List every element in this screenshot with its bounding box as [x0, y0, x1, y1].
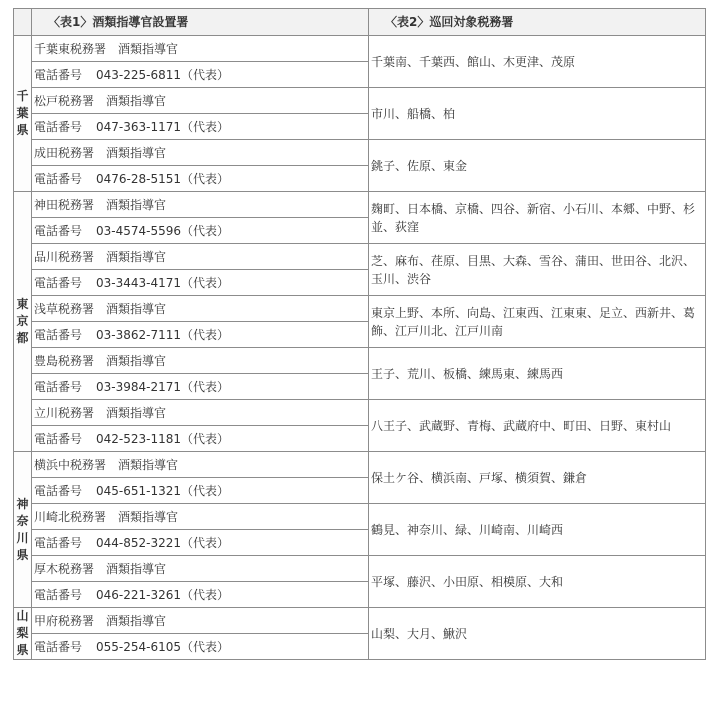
phone-daihyo: （代表） — [181, 535, 230, 550]
phone-label: 電話番号 — [34, 171, 83, 186]
phone-daihyo: （代表） — [181, 483, 230, 498]
phone-cell — [32, 166, 369, 192]
area-cell: 八王子、武蔵野、青梅、武蔵府中、町田、日野、東村山 — [369, 400, 706, 452]
officer-title: 酒類指導官 — [106, 613, 167, 628]
phone-daihyo: （代表） — [181, 587, 230, 602]
phone-daihyo: （代表） — [181, 431, 230, 446]
phone-number: 043-225-6811 — [96, 67, 182, 82]
office-cell — [32, 452, 369, 478]
phone-cell — [32, 62, 369, 88]
phone-number: 045-651-1321 — [96, 483, 182, 498]
phone-number: 0476-28-5151 — [96, 171, 182, 186]
tax-office-table — [13, 8, 706, 660]
table-row — [14, 244, 706, 270]
table-row — [14, 452, 706, 478]
phone-cell — [32, 582, 369, 608]
phone-number: 055-254-6105 — [96, 639, 182, 654]
officer-title: 酒類指導官 — [106, 249, 167, 264]
officer-title: 酒類指導官 — [106, 301, 167, 316]
prefecture-cell — [14, 36, 32, 192]
office-name: 浅草税務署 — [34, 301, 95, 316]
office-name: 品川税務署 — [34, 249, 95, 264]
office-cell — [32, 36, 369, 62]
prefecture-cell — [14, 452, 32, 608]
officer-title: 酒類指導官 — [106, 405, 167, 420]
office-cell — [32, 556, 369, 582]
area-cell: 芝、麻布、荏原、目黒、大森、雪谷、蒲田、世田谷、北沢、玉川、渋谷 — [369, 244, 706, 296]
table-row — [14, 140, 706, 166]
phone-number: 03-3862-7111 — [96, 327, 182, 342]
area-cell: 保土ケ谷、横浜南、戸塚、横須賀、鎌倉 — [369, 452, 706, 504]
prefecture-cell — [14, 608, 32, 660]
area-cell: 東京上野、本所、向島、江東西、江東東、足立、西新井、葛飾、江戸川北、江戸川南 — [369, 296, 706, 348]
phone-cell — [32, 218, 369, 244]
table-header-row — [14, 9, 706, 36]
phone-number: 044-852-3221 — [96, 535, 182, 550]
prefecture-cell — [14, 192, 32, 452]
office-cell — [32, 348, 369, 374]
phone-cell — [32, 374, 369, 400]
phone-cell — [32, 530, 369, 556]
phone-daihyo: （代表） — [181, 67, 230, 82]
phone-number: 046-221-3261 — [96, 587, 182, 602]
phone-daihyo: （代表） — [181, 379, 230, 394]
phone-number: 03-3984-2171 — [96, 379, 182, 394]
area-cell: 市川、船橋、柏 — [369, 88, 706, 140]
area-cell: 平塚、藤沢、小田原、相模原、大和 — [369, 556, 706, 608]
prefecture-name: 山梨県 — [16, 609, 29, 657]
phone-label: 電話番号 — [34, 67, 83, 82]
prefecture-name: 千葉県 — [16, 89, 29, 137]
officer-title: 酒類指導官 — [106, 353, 167, 368]
office-cell — [32, 244, 369, 270]
office-name: 神田税務署 — [34, 197, 95, 212]
office-cell — [32, 192, 369, 218]
office-cell — [32, 296, 369, 322]
area-cell: 千葉南、千葉西、館山、木更津、茂原 — [369, 36, 706, 88]
table-body — [14, 36, 706, 660]
phone-label: 電話番号 — [34, 327, 83, 342]
phone-daihyo: （代表） — [181, 275, 230, 290]
header-corner — [14, 9, 32, 36]
prefecture-name: 東京都 — [16, 297, 29, 345]
phone-label: 電話番号 — [34, 431, 83, 446]
phone-daihyo: （代表） — [181, 639, 230, 654]
office-name: 成田税務署 — [34, 145, 95, 160]
phone-label: 電話番号 — [34, 379, 83, 394]
phone-cell — [32, 478, 369, 504]
office-name: 川崎北税務署 — [34, 509, 107, 524]
office-cell — [32, 88, 369, 114]
phone-cell — [32, 114, 369, 140]
table-row — [14, 556, 706, 582]
phone-cell — [32, 322, 369, 348]
prefecture-name: 神奈川県 — [16, 496, 29, 562]
phone-number: 047-363-1171 — [96, 119, 182, 134]
area-cell: 王子、荒川、板橋、練馬東、練馬西 — [369, 348, 706, 400]
table-row — [14, 36, 706, 62]
officer-title: 酒類指導官 — [106, 561, 167, 576]
office-name: 厚木税務署 — [34, 561, 95, 576]
officer-title: 酒類指導官 — [106, 93, 167, 108]
officer-title: 酒類指導官 — [106, 145, 167, 160]
phone-number: 03-3443-4171 — [96, 275, 182, 290]
phone-daihyo: （代表） — [181, 171, 230, 186]
table-row — [14, 504, 706, 530]
phone-cell — [32, 426, 369, 452]
office-name: 甲府税務署 — [34, 613, 95, 628]
area-cell: 山梨、大月、鰍沢 — [369, 608, 706, 660]
phone-daihyo: （代表） — [181, 327, 230, 342]
table-row — [14, 88, 706, 114]
phone-number: 03-4574-5596 — [96, 223, 182, 238]
table-row — [14, 192, 706, 218]
office-cell — [32, 140, 369, 166]
office-cell — [32, 608, 369, 634]
office-name: 横浜中税務署 — [34, 457, 107, 472]
area-cell: 麹町、日本橋、京橋、四谷、新宿、小石川、本郷、中野、杉並、荻窪 — [369, 192, 706, 244]
phone-number: 042-523-1181 — [96, 431, 182, 446]
office-name: 立川税務署 — [34, 405, 95, 420]
area-cell: 銚子、佐原、東金 — [369, 140, 706, 192]
table-row — [14, 400, 706, 426]
office-name: 松戸税務署 — [34, 93, 95, 108]
office-name: 千葉東税務署 — [34, 41, 107, 56]
phone-label: 電話番号 — [34, 639, 83, 654]
phone-label: 電話番号 — [34, 275, 83, 290]
phone-label: 電話番号 — [34, 587, 83, 602]
table-row — [14, 348, 706, 374]
phone-label: 電話番号 — [34, 483, 83, 498]
phone-cell — [32, 634, 369, 660]
table-row — [14, 608, 706, 634]
officer-title: 酒類指導官 — [118, 457, 179, 472]
office-cell — [32, 400, 369, 426]
officer-title: 酒類指導官 — [106, 197, 167, 212]
header-col1: 〈表1〉酒類指導官設置署 — [32, 9, 369, 36]
phone-daihyo: （代表） — [181, 223, 230, 238]
phone-label: 電話番号 — [34, 535, 83, 550]
table-row — [14, 296, 706, 322]
officer-title: 酒類指導官 — [118, 41, 179, 56]
office-cell — [32, 504, 369, 530]
phone-cell — [32, 270, 369, 296]
officer-title: 酒類指導官 — [118, 509, 179, 524]
phone-daihyo: （代表） — [181, 119, 230, 134]
office-name: 豊島税務署 — [34, 353, 95, 368]
phone-label: 電話番号 — [34, 223, 83, 238]
phone-label: 電話番号 — [34, 119, 83, 134]
area-cell: 鶴見、神奈川、緑、川崎南、川崎西 — [369, 504, 706, 556]
header-col2: 〈表2〉巡回対象税務署 — [369, 9, 706, 36]
